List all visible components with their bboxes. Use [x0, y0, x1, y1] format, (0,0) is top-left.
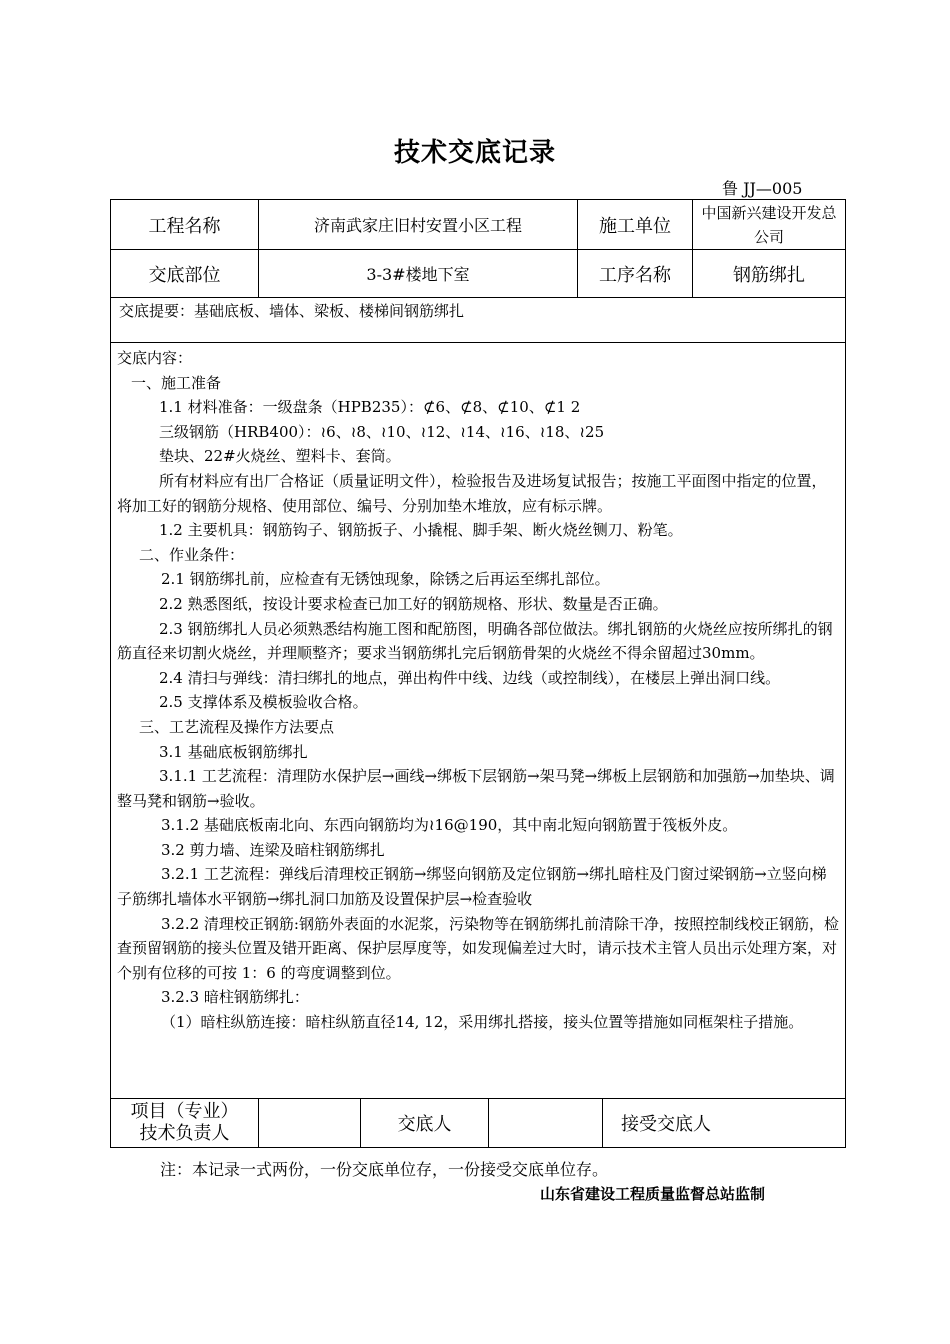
supervisor-label: 山东省建设工程质量监督总站监制: [540, 1185, 766, 1203]
receiver-label: 接受交底人: [603, 1099, 846, 1148]
summary-text: 交底提要：基础底板、墙体、梁板、楼梯间钢筋绑扎: [119, 302, 465, 320]
content-line: 1.2 主要机具：钢筋钩子、钢筋扳子、小撬棍、脚手架、断火烧丝铡刀、粉笔。: [159, 521, 683, 540]
content-line: 三、工艺流程及操作方法要点: [139, 717, 335, 736]
tech-lead-label-line2: 技术负责人: [139, 1123, 230, 1144]
content-heading: 交底内容：: [117, 349, 193, 367]
content-line: 3.1.1 工艺流程：清理防水保护层→画线→绑板下层钢筋→架马凳→绑板上层钢筋和加强筋→加垫块、调整马凳和钢筋→验收。: [117, 767, 835, 810]
content-line: 3.1.2 基础底板南北向、东西向钢筋均为≀16@190，其中南北短向钢筋置于筏板外皮。: [161, 816, 738, 835]
content-line: 3.2 剪力墙、连梁及暗柱钢筋绑扎: [161, 840, 385, 859]
discloser-signature[interactable]: [489, 1099, 603, 1148]
document-title: 技术交底记录: [393, 138, 556, 168]
content-line: 2.3 钢筋绑扎人员必须熟悉结构施工图和配筋图，明确各部位做法。绑扎钢筋的火烧丝应按所绑扎的钢筋直径来切割火烧丝，并理顺整齐；要求当钢筋绑扎完后钢筋骨架的火烧丝不得余留超过30mm。: [117, 619, 833, 663]
tech-lead-label: [111, 1099, 259, 1148]
content-line: 垫块、22#火烧丝、塑料卡、套筒。: [159, 447, 401, 466]
content-cell: [111, 343, 846, 1099]
form-code: 鲁 JJ—005: [722, 179, 803, 198]
content-line: 2.4 清扫与弹线：清扫绑扎的地点，弹出构件中线、边线（或控制线），在楼层上弹出洞口线。: [159, 668, 781, 687]
content-line: 3.2.1 工艺流程：弹线后清理校正钢筋→绑竖向钢筋及定位钢筋→绑扎暗柱及门窗过梁钢筋→立竖向梯子筋绑扎墙体水平钢筋→绑扎洞口加筋及设置保护层→检查验收: [117, 865, 827, 909]
content-line: 所有材料应有出厂合格证（质量证明文件），检验报告及进场复试报告；按施工平面图中指定的位置，将加工好的钢筋分规格、使用部位、编号、分别加垫木堆放，应有标示牌。: [117, 471, 827, 515]
content-line: 2.5 支撑体系及模板验收合格。: [159, 693, 368, 712]
content-line: 2.2 熟悉图纸，按设计要求检查已加工好的钢筋规格、形状、数量是否正确。: [159, 594, 668, 613]
content-line: 3.2.3 暗柱钢筋绑扎：: [161, 988, 309, 1007]
content-line: 3.2.2 清理校正钢筋:钢筋外表面的水泥浆，污染物等在钢筋绑扎前清除干净，按照控制线校正钢筋，检查预留钢筋的接头位置及错开距离、保护层厚度等，如发现偏差过大时，请示技术主管人员出示处理方案，对个别有位移的可按 1：6 的弯度调整到位。: [117, 914, 839, 982]
content-line: （1）暗柱纵筋连接：暗柱纵筋直径14, 12，采用绑扎搭接，接头位置等措施如同框架柱子措施。: [161, 1013, 804, 1032]
project-name-value: 济南武家庄旧村安置小区工程: [259, 200, 578, 250]
content-line: 一、施工准备: [131, 373, 222, 392]
project-name-label: 工程名称: [111, 200, 259, 250]
summary-cell: [111, 298, 846, 343]
location-label: 交底部位: [111, 250, 259, 298]
footer-note: 注：本记录一式两份，一份交底单位存，一份接受交底单位存。: [160, 1160, 609, 1179]
content-line: 1.1 材料准备：一级盘条（HPB235）：⊄6、⊄8、⊄10、⊄1 2: [159, 398, 581, 417]
content-line: 二、作业条件：: [139, 545, 245, 564]
tech-lead-signature[interactable]: [259, 1099, 361, 1148]
content-line: 2.1 钢筋绑扎前，应检查有无锈蚀现象，除锈之后再运至绑扎部位。: [161, 570, 610, 589]
content-line: 三级钢筋（HRB400）：≀6、≀8、≀10、≀12、≀14、≀16、≀18、≀25: [159, 422, 605, 441]
discloser-label: 交底人: [361, 1099, 489, 1148]
construction-unit-value: 中国新兴建设开发总公司: [693, 200, 846, 250]
construction-unit-label: 施工单位: [578, 200, 693, 250]
process-label: 工序名称: [578, 250, 693, 298]
content-line: 3.1 基础底板钢筋绑扎: [159, 742, 308, 761]
location-value: 3-3#楼地下室: [259, 250, 578, 298]
tech-lead-label-line1: 项目（专业）: [130, 1101, 239, 1122]
process-value: 钢筋绑扎: [693, 250, 846, 298]
record-table: [110, 199, 845, 1148]
